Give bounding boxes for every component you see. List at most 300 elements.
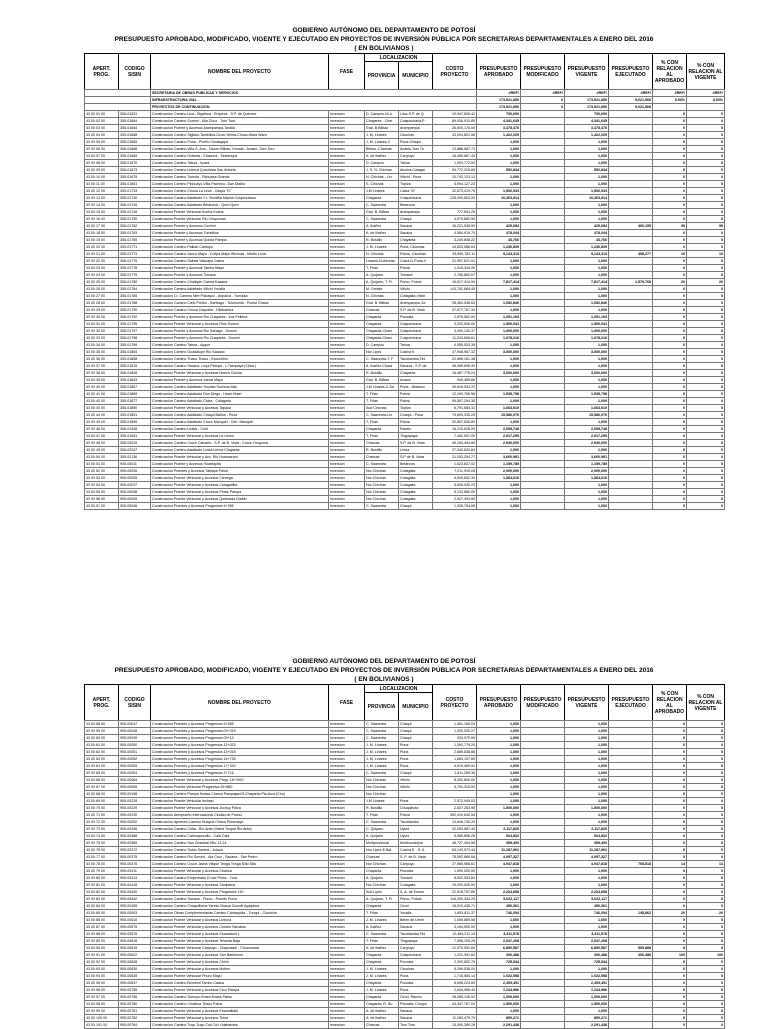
cell-modificado: [521, 805, 565, 812]
cell-codigo: 355-01808: [119, 356, 151, 363]
cell-pct-vigente: 8: [687, 945, 725, 952]
cell-aprobado: 1,000: [477, 917, 521, 924]
cell-vigente: 1,000: [565, 286, 609, 293]
cell-modificado: [521, 461, 565, 468]
cell-pct-vigente: 0: [687, 819, 725, 826]
cell-provincia: T. Frias: [365, 398, 399, 405]
cell-pct-vigente: 0: [687, 938, 725, 945]
cell-aprobado: 1,000: [477, 307, 521, 314]
cell-ejecutado: [609, 721, 653, 728]
cell-fase: Inversion: [329, 314, 365, 321]
table-row: [85, 328, 725, 335]
cell-fase: Inversion: [329, 349, 365, 356]
cell-pct-aprobado: 0: [653, 721, 687, 728]
cell-nombre: Construccion Camino Asfaltado Caiza - Cotagaita: [151, 398, 329, 405]
table-row: [85, 251, 725, 258]
cell-codigo: 905-00368: [119, 833, 151, 840]
cell-pct-aprobado: 0: [653, 293, 687, 300]
cell-fase: Inversion: [329, 251, 365, 258]
cell-codigo: 905-00762: [119, 1015, 151, 1022]
cell-pct-vigente: 0: [687, 973, 725, 980]
cell-vigente: 2,224,858: [565, 889, 609, 896]
cell-costo: 2,785,862.07: [433, 272, 477, 279]
cell-municipio: Puna: [399, 749, 433, 756]
cell-apert: 43 00 64 00: [85, 763, 119, 770]
cell-provincia: Chayanta-Charc: [365, 335, 399, 342]
header-provincia: PROVINCIA: [365, 693, 399, 721]
cell-modificado: [521, 798, 565, 805]
table-row: [85, 405, 725, 412]
cell-pct-vigente: 0: [687, 139, 725, 146]
cell-pct-vigente: 0: [687, 335, 725, 342]
cell-municipio: Vitichi: [399, 777, 433, 784]
cell-aprobado: 1,678,216: [477, 335, 521, 342]
cell-vigente: 1,000: [565, 924, 609, 931]
cell-pct-vigente: 0: [687, 742, 725, 749]
cell-nombre: Construccion Camino Asfaltado Chaqui Baños - Puna: [151, 412, 329, 419]
cell-provincia: Chayanta: [365, 903, 399, 910]
cell-aprobado: 1,000: [477, 139, 521, 146]
cell-nombre: Construccion Puente Vehicular Rio Chiquiuran: [151, 216, 329, 223]
cell-codigo: 355-01908: [119, 426, 151, 433]
cell-vigente: 1,351,163: [565, 314, 609, 321]
cell-pct-vigente: 0: [687, 160, 725, 167]
cell-modificado: [521, 279, 565, 286]
cell-nombre: Construccion Puentes y Accesos Progresiva 13+018: [151, 749, 329, 756]
cell-pct-vigente: 0: [687, 840, 725, 847]
cell-modificado: [521, 251, 565, 258]
cell-pct-vigente: 100: [687, 952, 725, 959]
cell-pct-aprobado: 0: [653, 314, 687, 321]
table-row: [85, 784, 725, 791]
cell-apert: 43 00 05 00: [85, 139, 119, 146]
cell-apert: 43 00 90 00: [85, 945, 119, 952]
cell-fase: Inversion: [329, 1022, 365, 1029]
cell-costo: 6,994,127.23: [433, 181, 477, 188]
cell-provincia: Nor Chichas: [365, 482, 399, 489]
cell-ejecutado: [609, 735, 653, 742]
cell-vigente: 425,684: [565, 223, 609, 230]
cell-vigente: 1,000,000: [565, 994, 609, 1001]
cell-provincia: A. Ibañez: [365, 924, 399, 931]
cell-municipio: Chuquihuta: [399, 805, 433, 812]
cell-vigente: 1,506,941: [565, 321, 609, 328]
cell-codigo: 905-00635: [119, 973, 151, 980]
cell-apert: 43 00 69 00: [85, 798, 119, 805]
cell-modificado: [521, 454, 565, 461]
cell-aprobado: 7,817,414: [477, 279, 521, 286]
cell-modificado: [521, 882, 565, 889]
cell-provincia: Gral. B.Bilbao: [365, 125, 399, 132]
cell-pct-vigente: 0: [687, 791, 725, 798]
cell-provincia: T. Frias: [365, 812, 399, 819]
table-row: [85, 994, 725, 1001]
cell-nombre: Construccion Puentes y Accesos Progresiva 12+023: [151, 742, 329, 749]
cell-apert: 43 00 83 00: [85, 896, 119, 903]
cell-municipio: Caiza "D": [399, 188, 433, 195]
cell-pct-aprobado: 0: [653, 216, 687, 223]
section-band-row: [85, 104, 725, 111]
cell-ejecutado: [609, 111, 653, 118]
cell-vigente: 1,000: [565, 819, 609, 826]
cell-municipio: Multimunicipal: [399, 840, 433, 847]
cell-municipio: Chaqui: [399, 216, 433, 223]
cell-pct-vigente: 0: [687, 875, 725, 882]
cell-fase: Inversion: [329, 903, 365, 910]
cell-modificado: [521, 903, 565, 910]
cell-costo: 4,519,469.51: [433, 763, 477, 770]
cell-modificado: [521, 468, 565, 475]
cell-pct-aprobado: 0: [653, 1022, 687, 1029]
cell-pct-vigente: 0: [687, 426, 725, 433]
cell-costo: 2,572,945.03: [433, 798, 477, 805]
cell-nombre: Construccion Puente Vehicular y Accesos Rios Surumi: [151, 321, 329, 328]
cell-ejecutado: [609, 398, 653, 405]
cell-pct-aprobado: 0: [653, 125, 687, 132]
cell-ejecutado: [609, 356, 653, 363]
cell-ejecutado: [609, 209, 653, 216]
cell-fase: Inversion: [329, 307, 365, 314]
table-row: [85, 482, 725, 489]
cell-municipio: Puna: [399, 987, 433, 994]
cell-nombre: Construccion Camino Tomave - Porco - Puente Porco: [151, 896, 329, 903]
cell-vigente: 1,000: [565, 146, 609, 153]
cell-modificado: [521, 202, 565, 209]
cell-pct-aprobado: 0: [653, 959, 687, 966]
cell-ejecutado: [609, 195, 653, 202]
cell-pct-vigente: 0: [687, 384, 725, 391]
table-row: [85, 272, 725, 279]
cell-provincia: C. Saavedra: [365, 503, 399, 510]
cell-provincia: J. M. Linares: [365, 917, 399, 924]
cell-provincia: D. Campos: [365, 342, 399, 349]
cell-ejecutado: [609, 230, 653, 237]
cell-fase: Inversion: [329, 931, 365, 938]
cell-apert: 43 00 43 00: [85, 405, 119, 412]
cell-ejecutado: [609, 447, 653, 454]
cell-pct-vigente: 0: [687, 454, 725, 461]
cell-pct-vigente: 0: [687, 300, 725, 307]
cell-fase: Inversion: [329, 728, 365, 735]
cell-pct-vigente: 0: [687, 1022, 725, 1029]
cell-costo: 7,011,919.05: [433, 468, 477, 475]
cell-nombre: Construccion Puente y Accesos Rio Chayanta - Surumi: [151, 335, 329, 342]
cell-pct-aprobado: 0: [653, 181, 687, 188]
cell-vigente: 3,660,981: [565, 454, 609, 461]
table-row: [85, 286, 725, 293]
cell-aprobado: 1,000: [477, 293, 521, 300]
band-total-c1: 173,921,850: [477, 97, 521, 104]
cell-pct-aprobado: 100: [653, 952, 687, 959]
cell-aprobado: 1,000: [477, 798, 521, 805]
table-row: [85, 917, 725, 924]
cell-provincia: N. Chichas - Lin: [365, 174, 399, 181]
cell-costo: 10,090,389.26: [433, 1022, 477, 1029]
cell-pct-vigente: 0: [687, 265, 725, 272]
cell-nombre: Construccion Aeropuerto Internacional Ciudad de Potosi: [151, 812, 329, 819]
cell-nombre: Construccion Puentes y Accesos Progresiva 17+342: [151, 763, 329, 770]
cell-codigo: 355-01664: [119, 118, 151, 125]
cell-pct-aprobado: 0: [653, 363, 687, 370]
cell-nombre: Construccion Puentes y Accesos Progresiva 3+716: [151, 770, 329, 777]
header-fase: FASE: [329, 54, 365, 90]
cell-aprobado: 1,000,000: [477, 328, 521, 335]
cell-pct-vigente: 0: [687, 132, 725, 139]
table-header: [84, 53, 725, 90]
cell-ejecutado: [609, 924, 653, 931]
cell-codigo: 355-01891: [119, 412, 151, 419]
cell-pct-aprobado: 0: [653, 826, 687, 833]
cell-ejecutado: [609, 847, 653, 854]
cell-apert: 43 00 68 00: [85, 791, 119, 798]
cell-vigente: 725,544: [565, 959, 609, 966]
cell-apert: 43 00 57 00: [85, 503, 119, 510]
cell-pct-aprobado: 0: [653, 342, 687, 349]
section-band-row: [85, 90, 725, 97]
cell-pct-aprobado: 0: [653, 749, 687, 756]
cell-aprobado: 1,052,846: [477, 300, 521, 307]
cell-fase: Inversion: [329, 125, 365, 132]
cell-fase: Inversion: [329, 966, 365, 973]
cell-fase: Inversion: [329, 363, 365, 370]
cell-codigo: 905-00198: [119, 791, 151, 798]
cell-aprobado: 1,000: [477, 503, 521, 510]
cell-costo: 1,326,754.66: [433, 503, 477, 510]
cell-vigente: 456,361: [565, 903, 609, 910]
cell-municipio: Puna: [399, 763, 433, 770]
cell-apert: 43 00 73 00: [85, 826, 119, 833]
cell-provincia: Nor Chichas: [365, 784, 399, 791]
cell-ejecutado: [609, 419, 653, 426]
header-aprobado: PRESUPUESTO APROBADO: [477, 685, 521, 721]
cell-modificado: [521, 742, 565, 749]
cell-municipio: Llica-S.P. de Q: [399, 111, 433, 118]
cell-codigo: 355-01763: [119, 230, 151, 237]
cell-municipio: Ravelo: [399, 426, 433, 433]
cell-ejecutado: [609, 840, 653, 847]
cell-modificado: [521, 335, 565, 342]
cell-apert: 43 00 48 00: [85, 440, 119, 447]
cell-apert: 43 00 47 00: [85, 433, 119, 440]
cell-provincia: Chayanta - Char: [365, 118, 399, 125]
cell-pct-aprobado: 0: [653, 468, 687, 475]
cell-aprobado: 1,000: [477, 966, 521, 973]
cell-modificado: [521, 370, 565, 377]
cell-ejecutado: [609, 1001, 653, 1008]
cell-vigente: 1,678,216: [565, 335, 609, 342]
cell-pct-vigente: 0: [687, 321, 725, 328]
cell-aprobado: 1,000: [477, 419, 521, 426]
cell-provincia: C. Saavedra: [365, 721, 399, 728]
cell-apert: 43 00 92 00: [85, 959, 119, 966]
cell-aprobado: 1,000: [477, 742, 521, 749]
cell-pct-aprobado: 0: [653, 482, 687, 489]
cell-pct-aprobado: 0: [653, 847, 687, 854]
cell-municipio: Tinguipaya: [399, 938, 433, 945]
cell-provincia: T. Frias: [365, 433, 399, 440]
cell-pct-vigente: 0: [687, 146, 725, 153]
cell-vigente: 1,000: [565, 447, 609, 454]
cell-aprobado: 1,000: [477, 868, 521, 875]
cell-codigo: 355-01869: [119, 391, 151, 398]
cell-apert: 43 00 37 00: [85, 363, 119, 370]
cell-apert: 43 00 27 00: [85, 293, 119, 300]
cell-modificado: [521, 791, 565, 798]
cell-pct-vigente: 0: [687, 286, 725, 293]
cell-nombre: Construccion Camino Ocberla - Chacumi - Sewenque: [151, 153, 329, 160]
cell-municipio: Colquechaca: [399, 952, 433, 959]
cell-codigo: 905-00375: [119, 854, 151, 861]
cell-pct-aprobado: 0: [653, 384, 687, 391]
cell-pct-vigente: 10: [687, 251, 725, 258]
table-row: [85, 903, 725, 910]
cell-nombre: Construccion Camino Chita - Rio Anta (Vitichi Tuspai Rio Anta): [151, 826, 329, 833]
cell-costo: 4,640,652.30: [433, 475, 477, 482]
cell-aprobado: 1,000: [477, 763, 521, 770]
cell-codigo: 905-00037: [119, 482, 151, 489]
cell-vigente: 5,022,117: [565, 896, 609, 903]
cell-modificado: [521, 482, 565, 489]
cell-apert: 43 00 67 00: [85, 784, 119, 791]
cell-costo: 2,807,263.98: [433, 805, 477, 812]
cell-modificado: [521, 314, 565, 321]
cell-codigo: 905-00756: [119, 994, 151, 1001]
cell-vigente: 1,535,798: [565, 391, 609, 398]
cell-costo: 26,600,175.00: [433, 125, 477, 132]
cell-modificado: [521, 433, 565, 440]
cell-nombre: Construccion Puente y Accesos Rio Sanaga - Surumi: [151, 328, 329, 335]
cell-ejecutado: [609, 931, 653, 938]
cell-provincia: C. Saavedra-Lin: [365, 412, 399, 419]
cell-pct-aprobado: 0: [653, 833, 687, 840]
cell-nombre: Construccion Camino Sigliani-Tambillos-Ocuri-Yelma-Chuza-Wara Wara: [151, 132, 329, 139]
cell-fase: Inversion: [329, 139, 365, 146]
cell-ejecutado: [609, 819, 653, 826]
cell-aprobado: 725,544: [477, 959, 521, 966]
cell-aprobado: 1,000: [477, 447, 521, 454]
cell-pct-aprobado: 0: [653, 756, 687, 763]
cell-provincia: N. Chichas: [365, 251, 399, 258]
cell-pct-vigente: 0: [687, 482, 725, 489]
cell-municipio: Tinguipaya: [399, 433, 433, 440]
cell-costo: 10,742,123.13: [433, 174, 477, 181]
table-row: [85, 202, 725, 209]
cell-nombre: Construccion Puente Vehicular y Accesos Progr. 16+300?: [151, 777, 329, 784]
cell-aprobado: 1,000: [477, 363, 521, 370]
cell-nombre: Construccion Camino Chaquilloma Yareta Chasai Ckorofi Ayaqama: [151, 903, 329, 910]
cell-fase: Inversion: [329, 980, 365, 987]
cell-pct-vigente: 0: [687, 209, 725, 216]
cell-municipio: Belen de Urmir: [399, 917, 433, 924]
cell-vigente: 1,000: [565, 728, 609, 735]
cell-pct-vigente: 0: [687, 1015, 725, 1022]
cell-ejecutado: [609, 742, 653, 749]
cell-vigente: 6,890,587: [565, 945, 609, 952]
cell-provincia: Nor Chichas: [365, 489, 399, 496]
cell-aprobado: 924,832: [477, 833, 521, 840]
cell-fase: Inversion: [329, 805, 365, 812]
cell-municipio: Cotagaita: [399, 482, 433, 489]
cell-modificado: [521, 363, 565, 370]
cell-modificado: [521, 784, 565, 791]
cell-apert: 43 00 41 00: [85, 391, 119, 398]
table-row: [85, 861, 725, 868]
cell-vigente: 1,000: [565, 202, 609, 209]
table-row: [85, 132, 725, 139]
cell-ejecutado: [609, 405, 653, 412]
cell-modificado: [521, 931, 565, 938]
cell-pct-vigente: 0: [687, 847, 725, 854]
cell-nombre: Construccion Camino Tuqu Tuqu Cuil Cuil Yolabamba: [151, 1022, 329, 1029]
cell-costo: 8,252,600.00: [433, 777, 477, 784]
table-row: [85, 314, 725, 321]
cell-modificado: [521, 328, 565, 335]
cell-aprobado: 456,361: [477, 903, 521, 910]
band-total-c2: #REF!: [521, 90, 565, 97]
cell-fase: Inversion: [329, 1008, 365, 1015]
cell-provincia: D. Campos: [365, 160, 399, 167]
cell-pct-aprobado: 8: [653, 945, 687, 952]
cell-nombre: Construccion Puente y Accesos Tomave: [151, 272, 329, 279]
cell-provincia: Nor Chichas: [365, 861, 399, 868]
cell-fase: Inversion: [329, 454, 365, 461]
cell-nombre: Construccion Puente Vehicular y Accesos Quebrada Diablo: [151, 496, 329, 503]
cell-pct-aprobado: 0: [653, 763, 687, 770]
cell-costo: 37,877,767.34: [433, 307, 477, 314]
report-title-govt: GOBIERNO AUTÓNOMO DEL DEPARTAMENTO DE POTOSÍ: [292, 27, 476, 34]
cell-fase: Inversion: [329, 412, 365, 419]
cell-provincia: T. Frias: [365, 419, 399, 426]
cell-apert: 43 00 46 00: [85, 426, 119, 433]
cell-aprobado: 1,000: [477, 146, 521, 153]
cell-provincia: Gral. B. Bilbao: [365, 377, 399, 384]
cell-costo: 3,249,698.22: [433, 237, 477, 244]
cell-vigente: 1,000: [565, 209, 609, 216]
header-municipio: MUNICIPIO: [399, 693, 433, 721]
cell-costo: 2,644,986.40: [433, 987, 477, 994]
table-row: [85, 763, 725, 770]
band-total-c3: 173,921,850: [565, 104, 609, 111]
cell-aprobado: 1,000,000: [477, 994, 521, 1001]
cell-costo: 28,285,126.92: [433, 994, 477, 1001]
cell-ejecutado: [609, 798, 653, 805]
cell-codigo: 905-00230: [119, 812, 151, 819]
cell-pct-aprobado: 0: [653, 882, 687, 889]
cell-vigente: 1,000: [565, 721, 609, 728]
cell-pct-vigente: 0: [687, 125, 725, 132]
cell-codigo: 355-01788: [119, 300, 151, 307]
header-provincia: PROVINCIA: [365, 62, 399, 90]
cell-modificado: [521, 749, 565, 756]
cell-modificado: [521, 321, 565, 328]
cell-nombre: Construccion Camino Asfaltado Yurpata Suchma Alta: [151, 384, 329, 391]
cell-apert: 43 00 79 00: [85, 868, 119, 875]
cell-pct-aprobado: 0: [653, 496, 687, 503]
cell-nombre: Construccion Puente y Accesos Cochini: [151, 223, 329, 230]
table-row: [85, 496, 725, 503]
cell-nombre: Construccion Puente y Accesos Rio Chayanta - Irca Fellena: [151, 314, 329, 321]
cell-ejecutado: [609, 868, 653, 875]
cell-fase: Inversion: [329, 847, 365, 854]
cell-costo: 16,215,628.25: [433, 426, 477, 433]
cell-ejecutado: [609, 461, 653, 468]
cell-nombre: Construccion Puente Vehicular y Accesos Cienega: [151, 475, 329, 482]
cell-modificado: [521, 405, 565, 412]
cell-costo: 4,555,533.39: [433, 342, 477, 349]
cell-codigo: 355-01779: [119, 272, 151, 279]
cell-provincia: A. Ibañez: [365, 223, 399, 230]
cell-ejecutado: 555,888: [609, 945, 653, 952]
